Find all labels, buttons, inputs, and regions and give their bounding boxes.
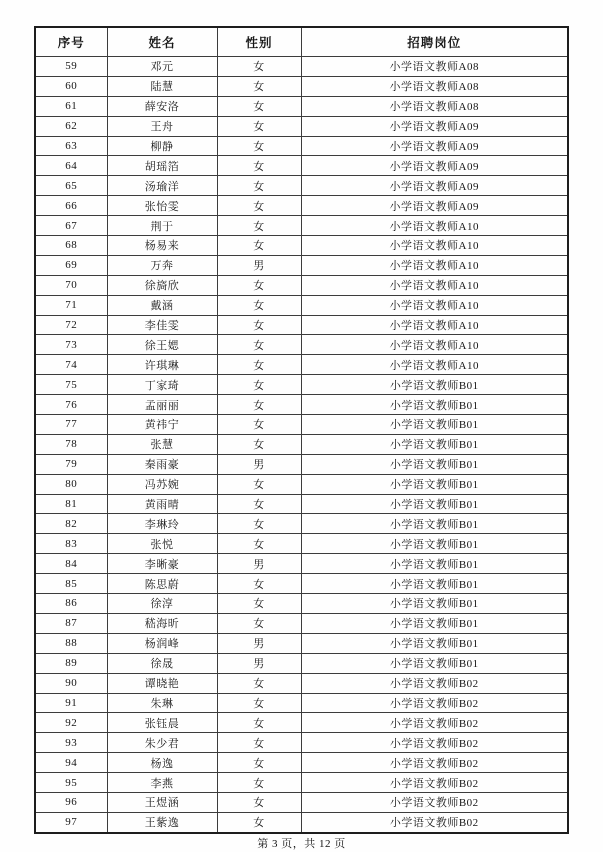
cell-gender: 女 (217, 415, 301, 435)
cell-position: 小学语文教师B01 (301, 534, 568, 554)
cell-gender: 女 (217, 335, 301, 355)
cell-name: 柳静 (107, 136, 217, 156)
cell-gender: 女 (217, 812, 301, 832)
table-row (35, 335, 568, 355)
cell-name: 张慧 (107, 434, 217, 454)
cell-index: 73 (35, 335, 107, 355)
cell-name: 徐王媤 (107, 335, 217, 355)
table-row (35, 554, 568, 574)
applicant-roster-table (34, 26, 569, 834)
table-row (35, 514, 568, 534)
cell-name: 嵇海昕 (107, 613, 217, 633)
cell-index: 63 (35, 136, 107, 156)
cell-position: 小学语文教师B01 (301, 474, 568, 494)
cell-index: 59 (35, 57, 107, 77)
cell-index: 79 (35, 454, 107, 474)
cell-position: 小学语文教师B01 (301, 395, 568, 415)
table-body (35, 57, 568, 833)
table-row (35, 315, 568, 335)
cell-name: 朱少君 (107, 733, 217, 753)
cell-position: 小学语文教师A10 (301, 355, 568, 375)
header-row (35, 27, 568, 57)
cell-name: 谭晓艳 (107, 673, 217, 693)
cell-index: 74 (35, 355, 107, 375)
column-header-name: 姓名 (107, 27, 217, 57)
cell-name: 黄祎宁 (107, 415, 217, 435)
cell-position: 小学语文教师A10 (301, 295, 568, 315)
cell-index: 89 (35, 653, 107, 673)
cell-index: 68 (35, 236, 107, 256)
cell-position: 小学语文教师B02 (301, 693, 568, 713)
cell-position: 小学语文教师B01 (301, 653, 568, 673)
cell-name: 徐晟 (107, 653, 217, 673)
cell-position: 小学语文教师B01 (301, 454, 568, 474)
cell-index: 85 (35, 574, 107, 594)
cell-name: 朱琳 (107, 693, 217, 713)
table-row (35, 653, 568, 673)
cell-gender: 男 (217, 454, 301, 474)
cell-position: 小学语文教师B01 (301, 613, 568, 633)
page-indicator: 第 3 页，共 12 页 (257, 838, 346, 850)
table-row (35, 733, 568, 753)
cell-index: 76 (35, 395, 107, 415)
cell-index: 82 (35, 514, 107, 534)
cell-position: 小学语文教师B01 (301, 434, 568, 454)
cell-index: 88 (35, 633, 107, 653)
cell-gender: 女 (217, 96, 301, 116)
cell-gender: 女 (217, 673, 301, 693)
table-row (35, 454, 568, 474)
cell-gender: 男 (217, 653, 301, 673)
cell-name: 杨逸 (107, 753, 217, 773)
cell-gender: 女 (217, 375, 301, 395)
table-row (35, 753, 568, 773)
cell-index: 97 (35, 812, 107, 832)
cell-index: 67 (35, 216, 107, 236)
cell-index: 77 (35, 415, 107, 435)
cell-name: 陈思蔚 (107, 574, 217, 594)
cell-gender: 女 (217, 275, 301, 295)
cell-name: 张怡雯 (107, 196, 217, 216)
table-row (35, 812, 568, 832)
table-row (35, 76, 568, 96)
cell-position: 小学语文教师A10 (301, 315, 568, 335)
cell-index: 64 (35, 156, 107, 176)
cell-gender: 女 (217, 57, 301, 77)
cell-index: 87 (35, 613, 107, 633)
column-header-gender: 性别 (217, 27, 301, 57)
cell-name: 张悦 (107, 534, 217, 554)
cell-gender: 女 (217, 434, 301, 454)
table-row (35, 216, 568, 236)
cell-name: 杨易来 (107, 236, 217, 256)
cell-position: 小学语文教师A09 (301, 196, 568, 216)
table-row (35, 355, 568, 375)
column-header-position: 招聘岗位 (301, 27, 568, 57)
cell-index: 96 (35, 792, 107, 812)
cell-index: 80 (35, 474, 107, 494)
cell-position: 小学语文教师B01 (301, 514, 568, 534)
cell-name: 张钰晨 (107, 713, 217, 733)
cell-position: 小学语文教师A08 (301, 76, 568, 96)
cell-position: 小学语文教师B01 (301, 594, 568, 614)
cell-position: 小学语文教师B02 (301, 792, 568, 812)
table-row (35, 434, 568, 454)
cell-gender: 女 (217, 753, 301, 773)
table-row (35, 574, 568, 594)
cell-position: 小学语文教师B02 (301, 673, 568, 693)
cell-index: 92 (35, 713, 107, 733)
cell-index: 78 (35, 434, 107, 454)
cell-index: 62 (35, 116, 107, 136)
cell-index: 81 (35, 494, 107, 514)
table-row (35, 96, 568, 116)
cell-gender: 女 (217, 395, 301, 415)
cell-gender: 女 (217, 156, 301, 176)
cell-position: 小学语文教师A08 (301, 57, 568, 77)
table-row (35, 633, 568, 653)
table-row (35, 295, 568, 315)
cell-name: 李燕 (107, 773, 217, 793)
table-row (35, 713, 568, 733)
cell-name: 李晰豪 (107, 554, 217, 574)
cell-index: 65 (35, 176, 107, 196)
cell-gender: 女 (217, 474, 301, 494)
cell-position: 小学语文教师A10 (301, 335, 568, 355)
cell-index: 83 (35, 534, 107, 554)
table-row (35, 196, 568, 216)
cell-index: 91 (35, 693, 107, 713)
cell-index: 93 (35, 733, 107, 753)
cell-position: 小学语文教师B02 (301, 733, 568, 753)
cell-position: 小学语文教师B02 (301, 713, 568, 733)
table-row (35, 693, 568, 713)
table-row (35, 395, 568, 415)
cell-index: 86 (35, 594, 107, 614)
table-header (35, 27, 568, 57)
cell-index: 75 (35, 375, 107, 395)
cell-name: 冯苏婉 (107, 474, 217, 494)
cell-gender: 女 (217, 534, 301, 554)
table-row (35, 673, 568, 693)
cell-name: 荆于 (107, 216, 217, 236)
cell-gender: 女 (217, 236, 301, 256)
cell-index: 69 (35, 255, 107, 275)
column-header-index: 序号 (35, 27, 107, 57)
table-row (35, 534, 568, 554)
cell-position: 小学语文教师B02 (301, 753, 568, 773)
cell-gender: 女 (217, 574, 301, 594)
cell-gender: 女 (217, 76, 301, 96)
cell-gender: 女 (217, 773, 301, 793)
cell-index: 72 (35, 315, 107, 335)
cell-name: 薛安洛 (107, 96, 217, 116)
cell-position: 小学语文教师B02 (301, 773, 568, 793)
table-row (35, 474, 568, 494)
cell-position: 小学语文教师B01 (301, 554, 568, 574)
cell-position: 小学语文教师B01 (301, 415, 568, 435)
table-row (35, 275, 568, 295)
cell-name: 丁家琦 (107, 375, 217, 395)
cell-gender: 女 (217, 176, 301, 196)
table-row (35, 176, 568, 196)
table-row (35, 792, 568, 812)
cell-gender: 女 (217, 216, 301, 236)
cell-position: 小学语文教师B01 (301, 633, 568, 653)
cell-gender: 女 (217, 355, 301, 375)
cell-gender: 女 (217, 613, 301, 633)
cell-gender: 女 (217, 315, 301, 335)
cell-name: 汤瑜洋 (107, 176, 217, 196)
table-row (35, 156, 568, 176)
cell-gender: 女 (217, 196, 301, 216)
cell-name: 万奔 (107, 255, 217, 275)
cell-position: 小学语文教师A08 (301, 96, 568, 116)
cell-name: 孟丽丽 (107, 395, 217, 415)
cell-position: 小学语文教师A10 (301, 216, 568, 236)
cell-name: 李佳雯 (107, 315, 217, 335)
cell-name: 戴涵 (107, 295, 217, 315)
cell-position: 小学语文教师A09 (301, 136, 568, 156)
cell-index: 84 (35, 554, 107, 574)
table-row (35, 773, 568, 793)
cell-name: 胡瑶箔 (107, 156, 217, 176)
cell-position: 小学语文教师B01 (301, 375, 568, 395)
cell-gender: 女 (217, 136, 301, 156)
cell-index: 61 (35, 96, 107, 116)
table-row (35, 415, 568, 435)
cell-name: 许琪琳 (107, 355, 217, 375)
cell-index: 60 (35, 76, 107, 96)
cell-name: 徐淳 (107, 594, 217, 614)
cell-gender: 女 (217, 693, 301, 713)
cell-index: 70 (35, 275, 107, 295)
cell-position: 小学语文教师A10 (301, 255, 568, 275)
cell-name: 王煜涵 (107, 792, 217, 812)
cell-gender: 女 (217, 494, 301, 514)
cell-index: 90 (35, 673, 107, 693)
cell-position: 小学语文教师A10 (301, 275, 568, 295)
cell-gender: 女 (217, 733, 301, 753)
cell-gender: 男 (217, 633, 301, 653)
cell-gender: 女 (217, 713, 301, 733)
cell-index: 94 (35, 753, 107, 773)
cell-position: 小学语文教师B02 (301, 812, 568, 832)
cell-gender: 女 (217, 514, 301, 534)
table-row (35, 255, 568, 275)
cell-gender: 女 (217, 295, 301, 315)
table-row (35, 594, 568, 614)
cell-index: 71 (35, 295, 107, 315)
cell-index: 66 (35, 196, 107, 216)
cell-gender: 女 (217, 792, 301, 812)
table-row (35, 375, 568, 395)
table-row (35, 494, 568, 514)
table-row (35, 236, 568, 256)
cell-position: 小学语文教师A09 (301, 116, 568, 136)
cell-position: 小学语文教师A10 (301, 236, 568, 256)
cell-index: 95 (35, 773, 107, 793)
cell-name: 杨润峰 (107, 633, 217, 653)
cell-position: 小学语文教师A09 (301, 176, 568, 196)
cell-position: 小学语文教师B01 (301, 574, 568, 594)
cell-position: 小学语文教师B01 (301, 494, 568, 514)
cell-name: 陆慧 (107, 76, 217, 96)
table-row (35, 613, 568, 633)
cell-name: 王舟 (107, 116, 217, 136)
cell-gender: 男 (217, 554, 301, 574)
cell-gender: 男 (217, 255, 301, 275)
table-row (35, 136, 568, 156)
cell-name: 邓元 (107, 57, 217, 77)
cell-name: 王紫逸 (107, 812, 217, 832)
table-row (35, 116, 568, 136)
cell-gender: 女 (217, 594, 301, 614)
cell-position: 小学语文教师A09 (301, 156, 568, 176)
cell-gender: 女 (217, 116, 301, 136)
cell-name: 徐旖欣 (107, 275, 217, 295)
cell-name: 李琳玲 (107, 514, 217, 534)
cell-name: 黄雨晴 (107, 494, 217, 514)
cell-name: 秦雨豪 (107, 454, 217, 474)
table-row (35, 57, 568, 77)
